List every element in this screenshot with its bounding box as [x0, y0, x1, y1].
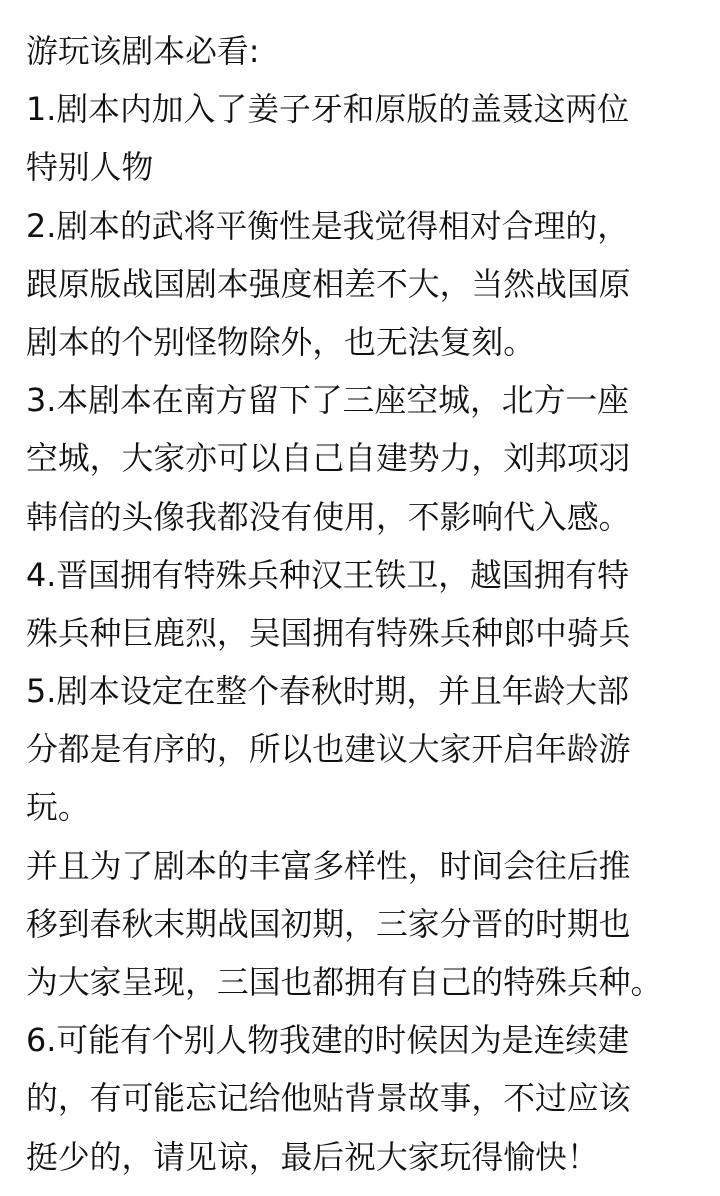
doc-line: 4.晋国拥有特殊兵种汉王铁卫，越国拥有特 — [26, 555, 630, 594]
doc-line: 6.可能有个别人物我建的时候因为是连续建 — [26, 1021, 630, 1060]
doc-line: 5.剧本设定在整个春秋时期，并且年龄大部 — [26, 672, 630, 711]
doc-line: 移到春秋末期战国初期，三家分晋的时期也 — [26, 904, 631, 943]
doc-line: 为大家呈现，三国也都拥有自己的特殊兵种。 — [26, 963, 663, 1001]
doc-line: 挺少的，请见谅，最后祝大家玩得愉快！ — [26, 1137, 599, 1176]
doc-line: 并且为了剧本的丰富多样性，时间会往后推 — [26, 846, 631, 885]
doc-line: 3.本剧本在南方留下了三座空城，北方一座 — [26, 381, 630, 420]
doc-line: 玩。 — [26, 788, 90, 827]
doc-line: 剧本的个别怪物除外，也无法复刻。 — [26, 322, 536, 361]
doc-line: 1.剧本内加入了姜子牙和原版的盖聂这两位 — [26, 90, 630, 129]
doc-line: 的，有可能忘记给他贴背景故事，不过应该 — [26, 1079, 631, 1118]
doc-line: 空城，大家亦可以自己自建势力，刘邦项羽 — [26, 439, 631, 478]
doc-line: 2.剧本的武将平衡性是我觉得相对合理的， — [26, 206, 630, 245]
doc-line: 殊兵种巨鹿烈，吴国拥有特殊兵种郎中骑兵 — [26, 613, 631, 652]
doc-line: 韩信的头像我都没有使用，不影响代入感。 — [26, 497, 631, 536]
doc-heading: 游玩该剧本必看: — [26, 32, 260, 70]
doc-line: 分都是有序的，所以也建议大家开启年龄游 — [26, 730, 631, 769]
doc-line: 跟原版战国剧本强度相差不大，当然战国原 — [26, 264, 631, 303]
doc-line: 特别人物 — [26, 148, 154, 187]
